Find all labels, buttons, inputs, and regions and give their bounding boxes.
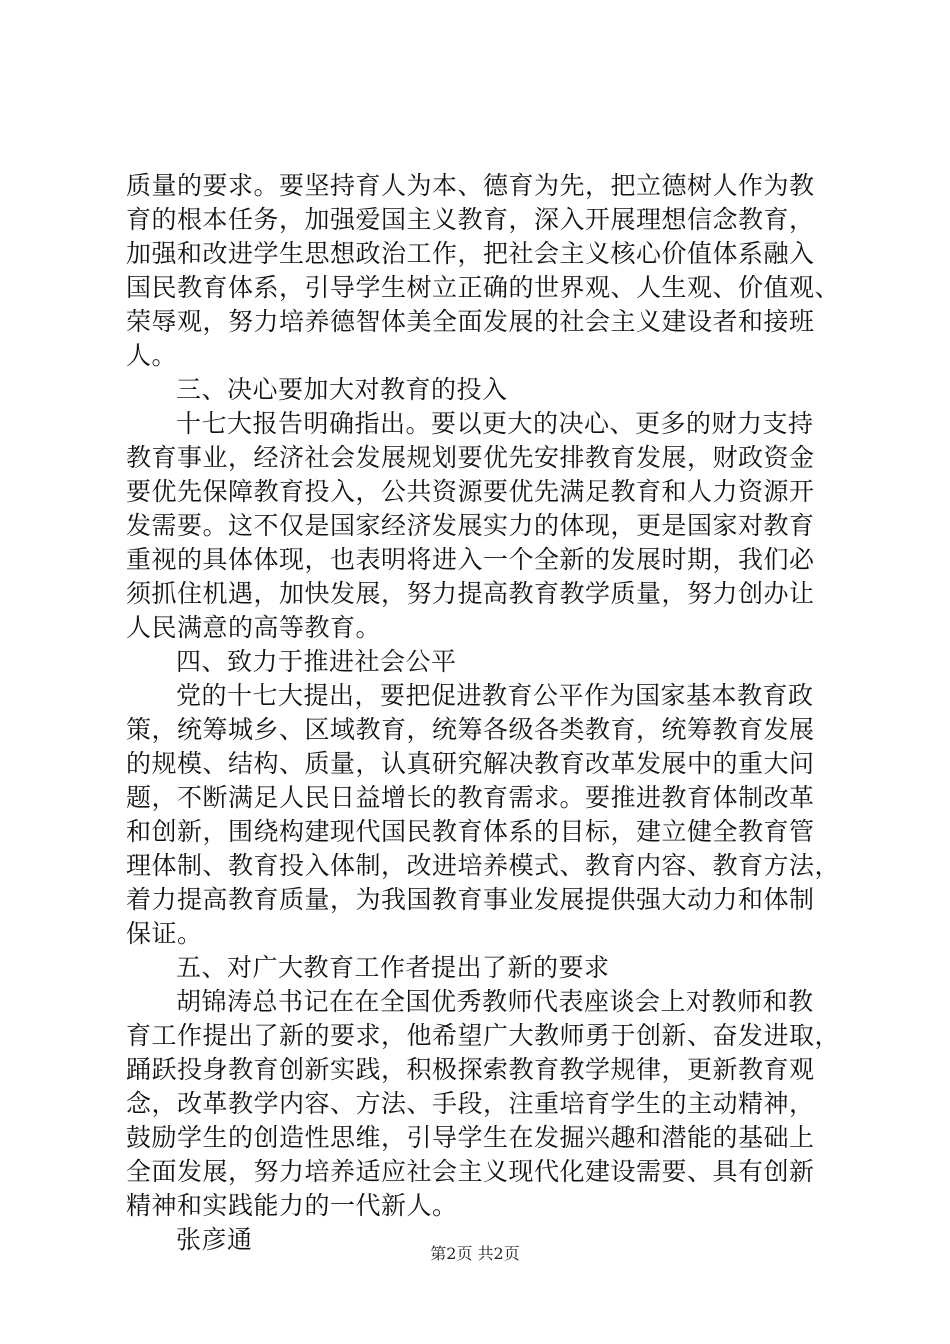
paragraph-line: 和创新，围绕构建现代国民教育体系的目标，建立健全教育管: [126, 817, 815, 846]
paragraph-line: 十七大报告明确指出。要以更大的决心、更多的财力支持: [176, 409, 814, 438]
paragraph-line: 加强和改进学生思想政治工作，把社会主义核心价值体系融入: [126, 239, 815, 268]
paragraph-line: 质量的要求。要坚持育人为本、德育为先，把立德树人作为教: [126, 171, 815, 200]
signature-name: 张彦通: [176, 1225, 253, 1254]
paragraph-line: 的规模、结构、质量，认真研究解决教育改革发展中的重大问: [126, 749, 815, 778]
paragraph-line: 育工作提出了新的要求，他希望广大教师勇于创新、奋发进取，: [126, 1021, 841, 1050]
paragraph-line: 念，改革教学内容、方法、手段，注重培育学生的主动精神，: [126, 1089, 815, 1118]
paragraph-line: 须抓住机遇，加快发展，努力提高教育教学质量，努力创办让: [126, 579, 815, 608]
paragraph-line: 理体制、教育投入体制，改进培养模式、教育内容、教育方法，: [126, 851, 841, 880]
paragraph-line: 精神和实践能力的一代新人。: [126, 1191, 458, 1220]
paragraph-line: 保证。: [126, 919, 203, 948]
paragraph-line: 踊跃投身教育创新实践，积极探索教育教学规律，更新教育观: [126, 1055, 815, 1084]
paragraph-line: 全面发展，努力培养适应社会主义现代化建设需要、具有创新: [126, 1157, 815, 1186]
paragraph-line: 教育事业，经济社会发展规划要优先安排教育发展，财政资金: [126, 443, 815, 472]
paragraph-line: 党的十七大提出，要把促进教育公平作为国家基本教育政: [176, 681, 814, 710]
section-heading: 五、对广大教育工作者提出了新的要求: [176, 953, 610, 982]
paragraph-line: 育的根本任务，加强爱国主义教育，深入开展理想信念教育，: [126, 205, 815, 234]
section-heading: 四、致力于推进社会公平: [176, 647, 457, 676]
paragraph-line: 着力提高教育质量，为我国教育事业发展提供强大动力和体制: [126, 885, 815, 914]
paragraph-line: 重视的具体体现，也表明将进入一个全新的发展时期，我们必: [126, 545, 815, 574]
paragraph-line: 要优先保障教育投入，公共资源要优先满足教育和人力资源开: [126, 477, 815, 506]
paragraph-line: 发需要。这不仅是国家经济发展实力的体现，更是国家对教育: [126, 511, 815, 540]
paragraph-line: 题，不断满足人民日益增长的教育需求。要推进教育体制改革: [126, 783, 815, 812]
paragraph-line: 胡锦涛总书记在在全国优秀教师代表座谈会上对教师和教: [176, 987, 814, 1016]
paragraph-line: 人民满意的高等教育。: [126, 613, 382, 642]
paragraph-line: 荣辱观，努力培养德智体美全面发展的社会主义建设者和接班: [126, 307, 815, 336]
paragraph-line: 人。: [126, 341, 178, 370]
section-heading: 三、决心要加大对教育的投入: [176, 375, 508, 404]
paragraph-line: 鼓励学生的创造性思维，引导学生在发掘兴趣和潜能的基础上: [126, 1123, 815, 1152]
page-number-footer: 第2页 共2页: [430, 1244, 520, 1263]
paragraph-line: 国民教育体系，引导学生树立正确的世界观、人生观、价值观、: [126, 273, 841, 302]
paragraph-line: 策，统筹城乡、区域教育，统筹各级各类教育，统筹教育发展: [126, 715, 815, 744]
